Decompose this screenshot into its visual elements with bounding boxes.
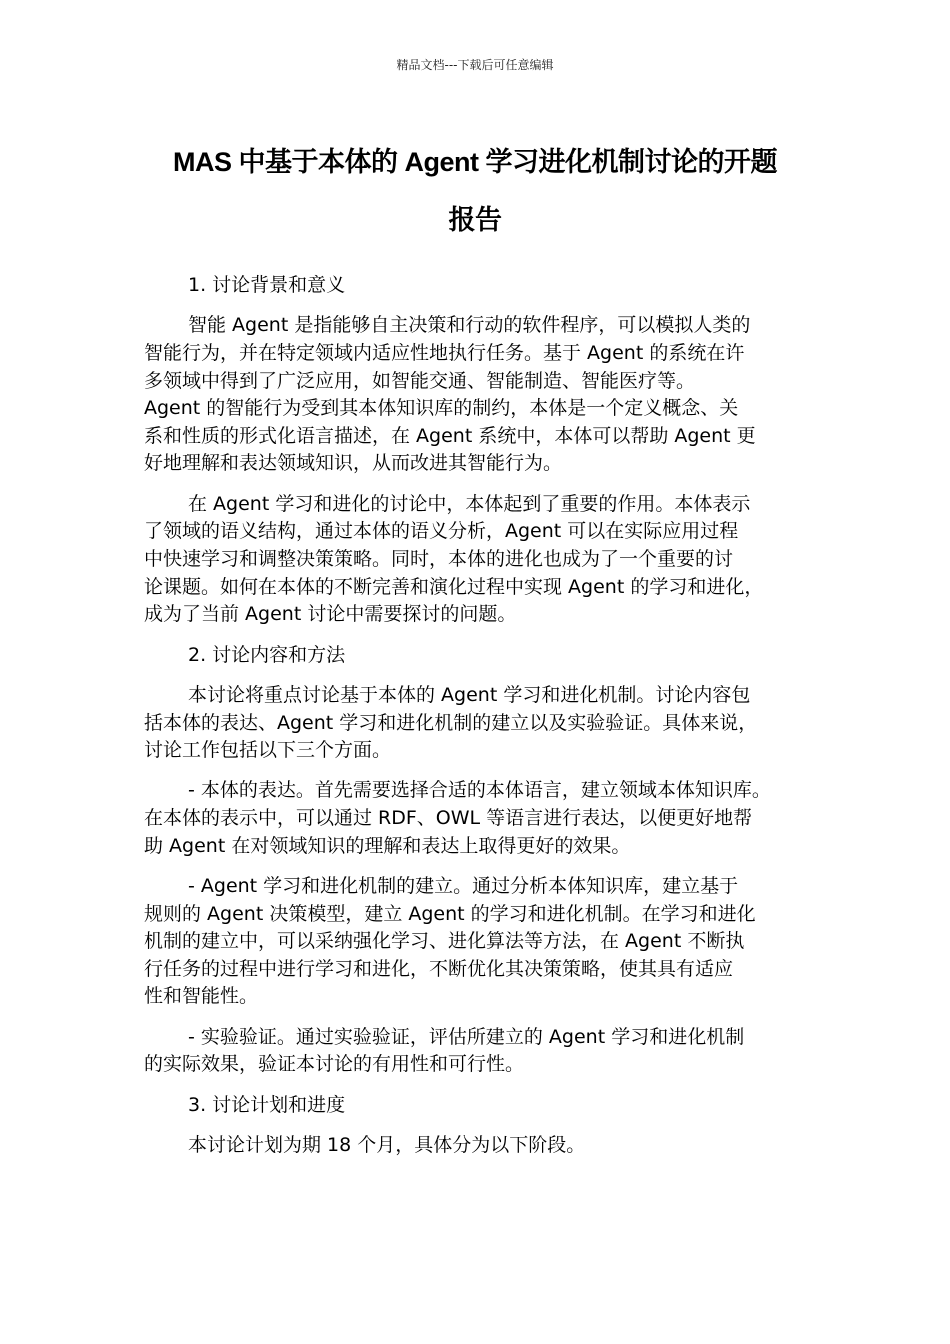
paragraph-ontology-expression <box>144 777 812 860</box>
paragraph-line: 系和性质的形式化语言描述，在 Agent 系统中，本体可以帮助 Agent 更 <box>144 424 756 447</box>
paragraph-line: 智能 Agent 是指能够自主决策和行动的软件程序，可以模拟人类的 <box>188 314 751 337</box>
paragraph-line: 成为了当前 Agent 讨论中需要探讨的问题。 <box>144 603 517 626</box>
paragraph-line: 智能行为，并在特定领域内适应性地执行任务。基于 Agent 的系统在许 <box>144 341 745 364</box>
paragraph-line: 机制的建立中，可以采纳强化学习、进化算法等方法，在 Agent 不断执 <box>144 930 745 953</box>
section-heading-3: 3. 讨论计划和进度 <box>188 1093 346 1116</box>
paragraph-line: 本讨论计划为期 18 个月，具体分为以下阶段。 <box>188 1134 586 1157</box>
paragraph-line: 括本体的表达、Agent 学习和进化机制的建立以及实验验证。具体来说， <box>144 711 758 734</box>
paragraph-line: 中快速学习和调整决策策略。同时，本体的进化也成为了一个重要的讨 <box>144 547 734 570</box>
paragraph-background <box>144 312 812 478</box>
paragraph-line: 本讨论将重点讨论基于本体的 Agent 学习和进化机制。讨论内容包 <box>188 683 751 706</box>
paragraph-line: - 本体的表达。首先需要选择合适的本体语言，建立领域本体知识库。 <box>188 779 771 802</box>
paragraph-line: - 实验验证。通过实验验证，评估所建立的 Agent 学习和进化机制 <box>188 1025 745 1048</box>
paragraph-line: Agent 的智能行为受到其本体知识库的制约，本体是一个定义概念、关 <box>144 397 739 420</box>
paragraph-line: 论课题。如何在本体的不断完善和演化过程中实现 Agent 的学习和进化， <box>144 575 764 598</box>
paragraph-plan <box>144 1132 812 1160</box>
paragraph-line: 多领域中得到了广泛应用，如智能交通、智能制造、智能医疗等。 <box>144 369 696 392</box>
paragraph-content-overview <box>144 682 812 765</box>
paragraph-line: 助 Agent 在对领域知识的理解和表达上取得更好的效果。 <box>144 834 631 857</box>
title-line-2: 报告 <box>448 205 502 235</box>
paragraph-mechanism <box>144 873 812 1011</box>
paragraph-line: 好地理解和表达领域知识，从而改进其智能行为。 <box>144 452 563 475</box>
paragraph-line: 行任务的过程中进行学习和进化，不断优化其决策策略，使其具有适应 <box>144 957 734 980</box>
paragraph-line: 在本体的表示中，可以通过 RDF、OWL 等语言进行表达，以便更好地帮 <box>144 807 753 830</box>
title-line-1: MAS 中基于本体的 Agent 学习进化机制讨论的开题 <box>173 147 777 177</box>
section-heading-2: 2. 讨论内容和方法 <box>188 643 346 666</box>
paragraph-line: 在 Agent 学习和进化的讨论中，本体起到了重要的作用。本体表示 <box>188 492 751 515</box>
header-note: 精品文档---下载后可任意编辑 <box>396 58 554 72</box>
paragraph-line: - Agent 学习和进化机制的建立。通过分析本体知识库，建立基于 <box>188 875 739 898</box>
paragraph-line: 性和智能性。 <box>144 985 259 1008</box>
paragraph-line: 讨论工作包括以下三个方面。 <box>144 739 392 762</box>
section-heading-1: 1. 讨论背景和意义 <box>188 274 346 296</box>
paragraph-line: 了领域的语义结构，通过本体的语义分析，Agent 可以在实际应用过程 <box>144 520 739 543</box>
paragraph-line: 的实际效果，验证本讨论的有用性和可行性。 <box>144 1053 525 1076</box>
document-body <box>144 272 812 1173</box>
paragraph-ontology-role <box>144 491 812 629</box>
paragraph-line: 规则的 Agent 决策模型，建立 Agent 的学习和进化机制。在学习和进化 <box>144 902 756 925</box>
paragraph-experiment <box>144 1024 812 1079</box>
document-title <box>140 133 810 249</box>
